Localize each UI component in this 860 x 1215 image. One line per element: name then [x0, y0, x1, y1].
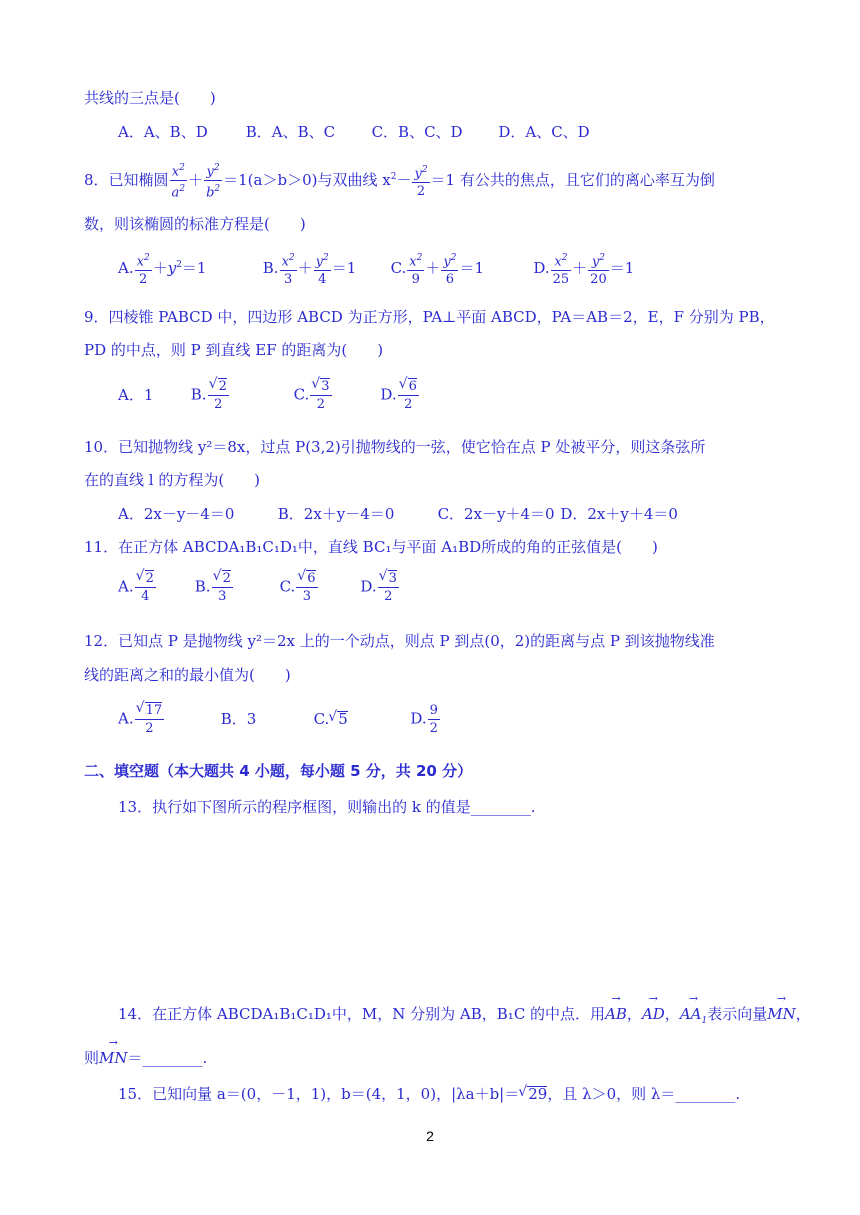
q8-stem-2: 数，则该椭圆的标准方程是( )	[84, 215, 306, 233]
q9-options	[118, 378, 420, 413]
q7-continuation: 共线的三点是( )	[84, 89, 216, 107]
q12-option-d: D. $\frac{9}{2}$	[410, 703, 438, 736]
q14-text-3: ＝________.	[127, 1049, 208, 1067]
q11-stem: 11．在正方体 ABCDA₁B₁C₁D₁中，直线 BC₁与平面 A₁BD所成的角的正弦值是( )	[84, 538, 658, 556]
q8-option-c: C. $\frac{x^2}{9}$ ＋ $\frac{y^2}{6}$ ＝1	[391, 250, 529, 288]
q11-option-c: C. √ $\frac{6}{3}$	[280, 570, 356, 605]
q8-text-1: 8．已知椭圆	[84, 170, 169, 189]
q14-text-2: 表示向量	[707, 1005, 768, 1023]
q7-option-b: B．A、B、C	[245, 123, 336, 141]
q9-option-a: A．1	[118, 385, 154, 404]
q12-stem-1: 12．已知点 P 是抛物线 y²＝2x 上的一个动点，则点 P 到点(0，2)的距离与点 P 到该抛物线准	[84, 632, 715, 650]
q15-stem: 15．已知向量 a＝(0，－1，1)，b＝(4，1，0)，|λa＋b|＝√ 29，且 λ＞0，则 λ＝________.	[118, 1083, 740, 1104]
q7-option-d: D．A、C、D	[498, 123, 590, 141]
page-number: 2	[426, 1128, 434, 1144]
q10-option-c: C．2x－y＋4＝0	[437, 505, 555, 523]
q10-stem-1: 10．已知抛物线 y²＝8x，过点 P(3,2)引抛物线的一弦，使它恰在点 P 处被平分，则这条弦所	[84, 438, 706, 456]
q14-stem-2: 则MN →＝________.	[84, 1047, 207, 1068]
q8-options	[118, 250, 634, 288]
q8-frac-y2b2: $\frac{y^2}{b^2}$	[204, 160, 222, 202]
q7-options	[118, 121, 590, 142]
q9-stem-2: PD 的中点，则 P 到直线 EF 的距离为( )	[84, 341, 384, 359]
q11-option-a: A. √ $\frac{2}{4}$	[118, 570, 190, 605]
q8-option-a: A. $\frac{x^2}{2}$ $+y^2=1$	[118, 250, 258, 288]
q10-option-b: B．2x＋y－4＝0	[277, 505, 395, 523]
q10-option-d: D．2x＋y＋4＝0	[560, 505, 678, 523]
q12-options	[118, 702, 441, 737]
q11-option-d: D. √ $\frac{3}{2}$	[360, 570, 400, 605]
q15-text-1: 15．已知向量 a＝(0，－1，1)，b＝(4，1，0)，|λa＋b|＝	[118, 1085, 520, 1103]
q9-option-b: B. √ $\frac{2}{2}$	[191, 378, 289, 413]
q7-option-a: A．A、B、D	[118, 123, 208, 141]
q10-stem-2: 在的直线 l 的方程为( )	[84, 471, 261, 489]
q8-option-b: B. $\frac{x^2}{3}$ ＋ $\frac{y^2}{4}$ ＝1	[263, 250, 386, 288]
q9-option-c: C. √ $\frac{3}{2}$	[294, 378, 376, 413]
q8-frac-x2a2: $\frac{x^2}{a^2}$	[170, 160, 188, 202]
q10-option-a: A．2x－y－4＝0	[118, 505, 235, 523]
q7-option-c: C．B、C、D	[371, 123, 463, 141]
q8-option-d: D. $\frac{x^2}{25}$ ＋ $\frac{y^2}{20}$ ＝1	[533, 250, 634, 288]
q9-stem-1: 9．四棱锥 PABCD 中，四边形 ABCD 为正方形，PA⊥平面 ABCD，PA＝AB＝2，E，F 分别为 PB，	[84, 308, 775, 326]
q12-option-c: C.√ 5	[314, 710, 406, 728]
q14-text-1: 14．在正方体 ABCDA₁B₁C₁D₁中，M，N 分别为 AB，B₁C 的中点．用	[118, 1005, 606, 1023]
q10-options	[118, 503, 678, 524]
q8-text-2: ＝1(a＞b＞0)与双曲线 x	[223, 170, 391, 189]
q13-stem: 13．执行如下图所示的程序框图，则输出的 k 的值是________.	[118, 798, 536, 816]
q15-text-2: ，且 λ＞0，则 λ＝________.	[547, 1085, 741, 1103]
q12-option-a: A. √ $\frac{17}{2}$	[118, 702, 216, 737]
q8-stem: 8．已知椭圆 $\frac{x^2}{a^2}$ ＋ $\frac{y^2}{b^2}$ ＝1(a＞b＞0)与双曲线 $x^2-$ $\frac{y^2}{2}$ ＝1 有公共的焦点，且它们的离心率互为倒	[84, 160, 715, 202]
q9-option-d: D. √ $\frac{6}{2}$	[380, 378, 420, 413]
q11-options	[118, 570, 400, 605]
q8-text-3: ＝1 有公共的焦点，且它们的离心率互为倒	[430, 170, 715, 189]
section-heading: 二、填空题（本大题共 4 小题，每小题 5 分，共 20 分）	[84, 762, 473, 780]
q8-frac-y22: $\frac{y^2}{2}$	[412, 162, 429, 200]
q14-stem-1: 14．在正方体 ABCDA₁B₁C₁D₁中，M，N 分别为 AB，B₁C 的中点．用AB →，AD →，$AA_1$ →表示向量MN →，	[118, 1003, 811, 1026]
q12-option-b: B．3	[220, 709, 257, 728]
q11-option-b: B. √ $\frac{2}{3}$	[195, 570, 275, 605]
q12-stem-2: 线的距离之和的最小值为( )	[84, 666, 291, 684]
